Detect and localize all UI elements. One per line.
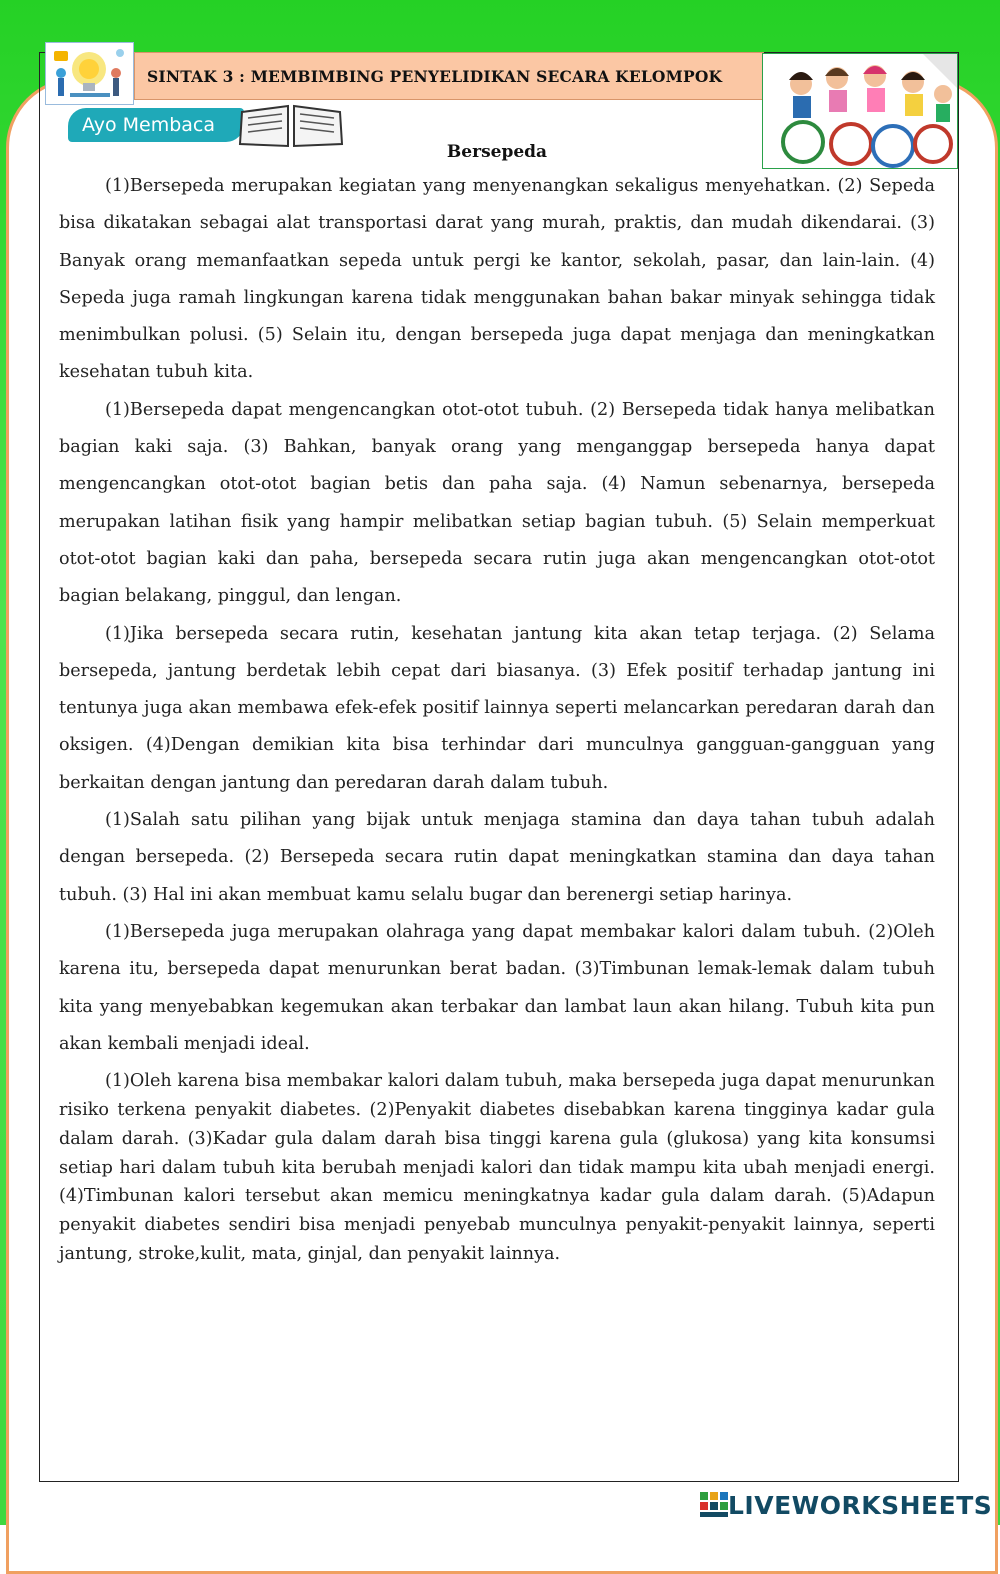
paragraph-4: (1)Salah satu pilihan yang bijak untuk menjaga stamina dan daya tahan tubuh adalah dengan bersepeda. (2) Bersepeda secara rutin dapat meningkatkan stamina dan daya tahan tubuh. (3) Hal ini akan membuat kamu selalu bugar dan berenergi setiap harinya. [59,810,935,905]
lightbulb-icon [46,43,133,104]
paragraph-5: (1)Bersepeda juga merupakan olahraga yang dapat membakar kalori dalam tubuh. (2)Oleh karena itu, bersepeda dapat menurunkan berat badan. (3)Timbunan lemak-lemak dalam tubuh kita yang menyebabkan kegemukan akan terbakar dan lambat laun akan hilang. Tubuh kita pun akan kembali menjadi ideal. [59,921,935,1054]
article-title: Bersepeda [446,142,548,162]
paragraph-6: (1)Oleh karena bisa membakar kalori dalam tubuh, maka bersepeda juga dapat menurunkan risiko terkena penyakit diabetes. (2)Penyakit diabetes disebabkan karena tingginya kadar gula dalam darah. (3)Kadar gula dalam darah bisa tinggi karena gula (glukosa) yang kita konsumsi setiap hari dalam tubuh kita berubah menjadi kalori dan tidak mampu kita ubah menjadi energi. (4)Timbunan kalori tersebut akan memicu meningkatnya kadar gula dalam darah. (5)Adapun penyakit diabetes sendiri bisa menjadi penyebab munculnya penyakit-penyakit lainnya, seperti jantung, stroke,kulit, mata, ginjal, dan penyakit lainnya. [59,1071,935,1264]
paragraph-3: (1)Jika bersepeda secara rutin, kesehatan jantung kita akan tetap terjaga. (2) Selama bersepeda, jantung berdetak lebih cepat dari biasanya. (3) Efek positif terhadap jantung ini tentunya juga akan membawa efek-efek positif lainnya seperti melancarkan peredaran darah dan oksigen. (4)Dengan demikian kita bisa terhindar dari munculnya gangguan-gangguan yang berkaitan dengan jantung dan peredaran darah dalam tubuh. [59,623,935,793]
liveworksheets-label: LIVEWORKSHEETS [728,1490,993,1520]
ayo-membaca-badge [68,108,244,142]
lightbulb-illustration [45,42,134,105]
liveworksheets-grid-icon [700,1492,728,1518]
ayo-membaca-label: Ayo Membaca [82,114,215,136]
liveworksheets-logo[interactable] [700,1490,995,1520]
article-body [59,168,935,1269]
sintak-header [134,52,764,100]
sintak-label: SINTAK 3 : MEMBIMBING PENYELIDIKAN SECARA KELOMPOK [147,66,723,86]
paragraph-1: (1)Bersepeda merupakan kegiatan yang menyenangkan sekaligus menyehatkan. (2) Sepeda bisa dikatakan sebagai alat transportasi darat yang murah, praktis, dan mudah dikendarai. (3) Banyak orang memanfaatkan sepeda untuk pergi ke kantor, sekolah, pasar, dan lain-lain. (4) Sepeda juga ramah lingkungan karena tidak menggunakan bahan bakar minyak sehingga tidak menimbulkan polusi. (5) Selain itu, dengan bersepeda juga dapat menjaga dan meningkatkan kesehatan tubuh kita. [59,176,935,383]
paragraph-2: (1)Bersepeda dapat mengencangkan otot-otot tubuh. (2) Bersepeda tidak hanya melibatkan bagian kaki saja. (3) Bahkan, banyak orang yang menganggap bersepeda hanya dapat mengencangkan otot-otot bagian betis dan paha saja. (4) Namun sebenarnya, bersepeda merupakan latihan fisik yang hampir melibatkan setiap bagian tubuh. (5) Selain memperkuat otot-otot bagian kaki dan paha, bersepeda secara rutin juga akan mengencangkan otot-otot bagian belakang, pinggul, dan lengan. [59,399,935,607]
